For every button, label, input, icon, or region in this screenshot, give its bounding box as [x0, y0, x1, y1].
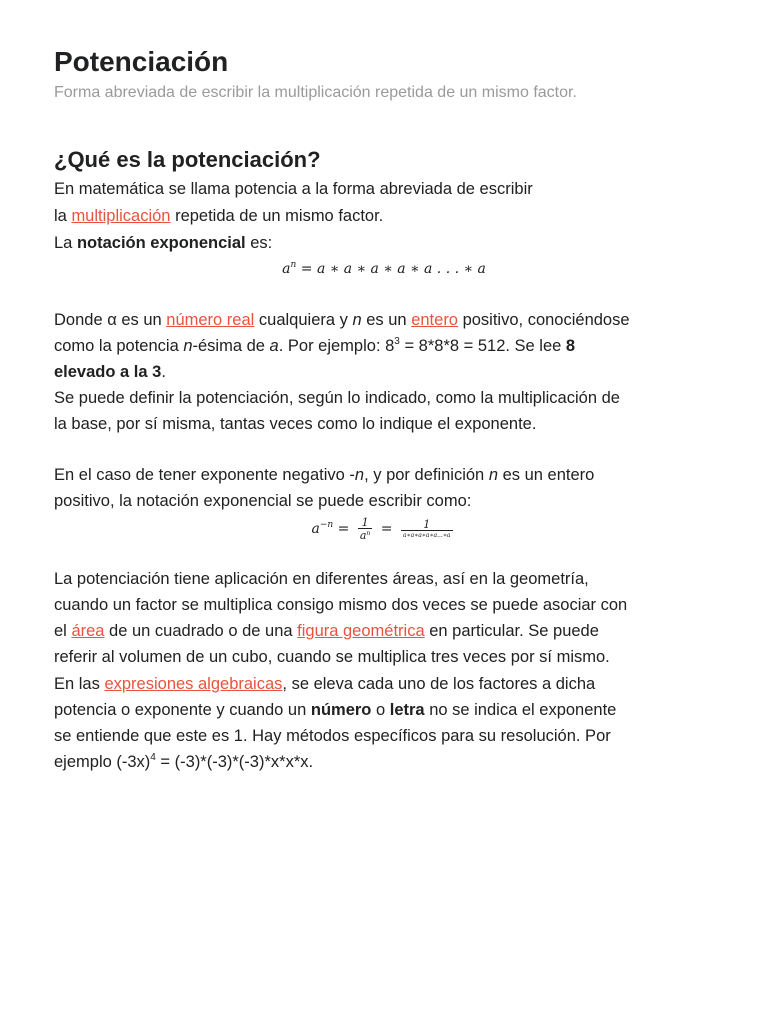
paragraph-line: ejemplo $(-3x)^4 = (-3)*(-3)*(-3)*x*x*x$.: [54, 752, 314, 771]
paragraph-line: la base, por sí misma, tantas veces como lo indique el exponente.: [54, 415, 537, 433]
link-expresiones-algebraicas[interactable]: expresiones algebraicas: [104, 675, 283, 693]
paragraph-line: potencia o exponente y cuando un número o letra no se indica el exponente: [54, 701, 617, 719]
paragraph-line: positivo, la notación exponencial se puede escribir como:: [54, 492, 472, 510]
fraction: $\frac{1}{a^n}$: [359, 516, 371, 542]
section-heading: ¿Qué es la potenciación?: [54, 147, 321, 172]
paragraph-line: elevado a la 3.: [54, 363, 166, 381]
paragraph-line: referir al volumen de un cubo, cuando se multiplica tres veces por sí mismo.: [54, 648, 610, 666]
paragraph-line: La potenciación tiene aplicación en diferentes áreas, así en la geometría,: [54, 570, 589, 588]
formula-exponential-notation: $a^n = a$ ∗ a ∗ a ∗ a ∗ a . . . ∗ a: [282, 260, 486, 277]
link-figura-geometrica[interactable]: figura geométrica: [297, 622, 425, 640]
paragraph-line: el área de un cuadrado o de una figura geométrica en particular. Se puede: [54, 622, 599, 640]
paragraph-line: En matemática se llama potencia a la forma abreviada de escribir: [54, 180, 533, 198]
link-multiplicacion[interactable]: multiplicación: [71, 207, 171, 225]
link-numero-real[interactable]: número real: [166, 311, 255, 329]
link-entero[interactable]: entero: [411, 311, 458, 329]
link-area[interactable]: área: [71, 622, 105, 640]
paragraph-line: como la potencia n-ésima de a. Por ejemplo: $8^3 = 8*8*8 = 512$. Se lee 8: [54, 336, 576, 355]
page-subtitle: Forma abreviada de escribir la multiplicación repetida de un mismo factor.: [54, 84, 577, 101]
paragraph-line: En el caso de tener exponente negativo -n, y por definición n es un entero: [54, 466, 595, 484]
bold-term: notación exponencial: [76, 234, 246, 252]
formula-negative-exponent: $a^{-n}$ = $\frac{1}{a^n}$ = $\frac{1}{a∗a∗a∗a∗a...∗a}$: [311, 516, 451, 542]
paragraph-line: La notación exponencial es:: [54, 234, 273, 252]
page-title: Potenciación: [54, 46, 229, 77]
paragraph-line: se entiende que este es 1. Hay métodos específicos para su resolución. Por: [54, 727, 611, 745]
paragraph-line: En las expresiones algebraicas, se eleva cada uno de los factores a dicha: [54, 675, 596, 693]
paragraph-line: la multiplicación repetida de un mismo factor.: [54, 207, 384, 225]
paragraph-line: Se puede definir la potenciación, según lo indicado, como la multiplicación de: [54, 389, 620, 407]
fraction: $\frac{1}{a∗a∗a∗a∗a...∗a}$: [402, 517, 451, 539]
paragraph-line: Donde α es un número real cualquiera y n es un entero positivo, conociéndose: [54, 311, 630, 329]
paragraph-line: cuando un factor se multiplica consigo mismo dos veces se puede asociar con: [54, 596, 628, 614]
